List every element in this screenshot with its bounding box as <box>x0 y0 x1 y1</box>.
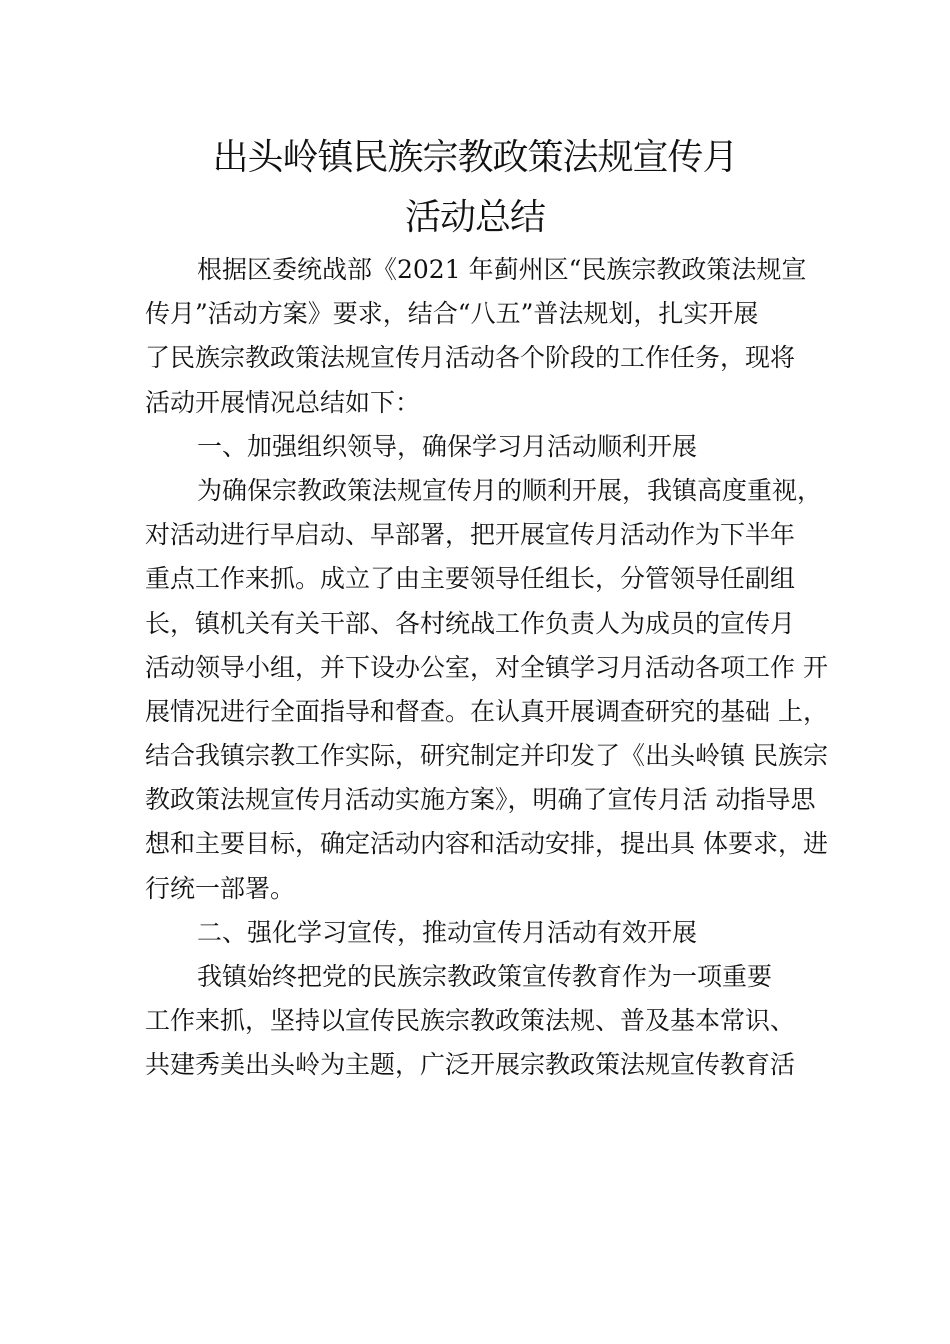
text-line: 了民族宗教政策法规宣传月活动各个阶段的工作任务，现将 <box>145 343 796 373</box>
text-line: 长，镇机关有关干部、各村统战工作负责人为成员的宣传月 <box>145 608 796 638</box>
text-line: 对活动进行早启动、早部署，把开展宣传月活动作为下半年 <box>145 520 796 550</box>
document-title-line-1: 出头岭镇民族宗教政策法规宣传月 <box>212 137 738 178</box>
text-line: 教政策法规宣传月活动实施方案》，明确了宣传月活 动指导思 <box>145 785 816 815</box>
document-body <box>145 248 845 1088</box>
document-title-line-2: 活动总结 <box>404 197 545 238</box>
text-line: 重点工作来抓。成立了由主要领导任组长，分管领导任副组 <box>145 564 796 594</box>
text-line: 行统一部署。 <box>145 873 296 903</box>
text-line: 展情况进行全面指导和督查。在认真开展调查研究的基础 上， <box>145 696 828 726</box>
text-line: 活动开展情况总结如下： <box>145 387 421 417</box>
text-line: 一、加强组织领导，确保学习月活动顺利开展 <box>197 431 698 461</box>
text-line: 结合我镇宗教工作实际，研究制定并印发了《出头岭镇 民族宗 <box>145 741 828 771</box>
text-line: 为确保宗教政策法规宣传月的顺利开展，我镇高度重视， <box>197 475 823 505</box>
text-line: 我镇始终把党的民族宗教政策宣传教育作为一项重要 <box>197 962 773 991</box>
text-line: 共建秀美出头岭为主题，广泛开展宗教政策法规宣传教育活 <box>145 1050 796 1080</box>
text-line: 活动领导小组，并下设办公室，对全镇学习月活动各项工作 开 <box>145 652 828 682</box>
text-line: 想和主要目标，确定活动内容和活动安排，提出具 体要求，进 <box>145 829 828 859</box>
text-line: 根据区委统战部《2021 年蓟州区“民族宗教政策法规宣 <box>197 255 807 284</box>
text-line: 工作来抓，坚持以宣传民族宗教政策法规、普及基本常识、 <box>145 1006 796 1036</box>
text-line: 传月”活动方案》要求，结合“八五”普法规划，扎实开展 <box>145 299 759 329</box>
text-line: 二、强化学习宣传，推动宣传月活动有效开展 <box>197 917 698 947</box>
